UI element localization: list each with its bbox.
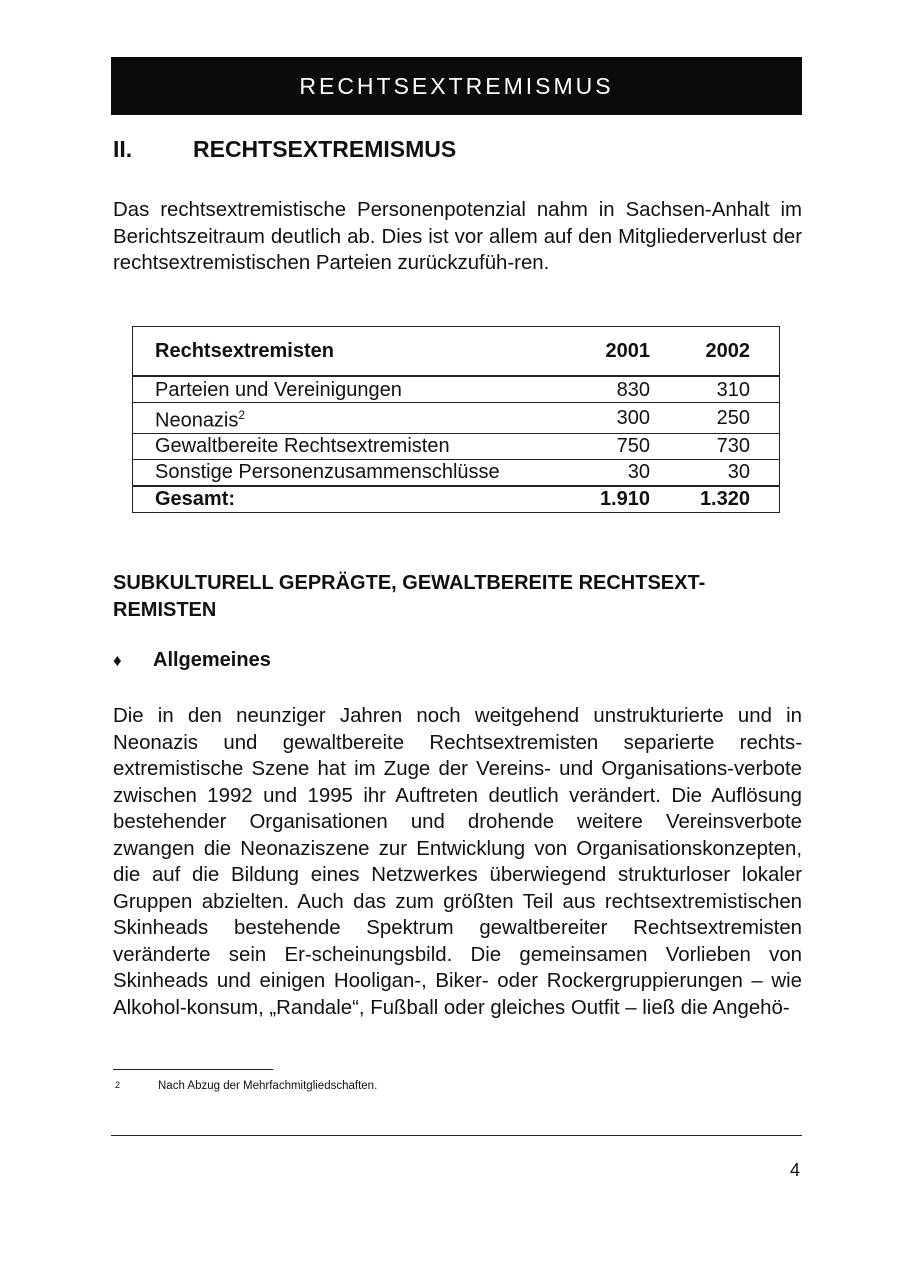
total-value-2002: 1.320 [678, 486, 780, 513]
footnote-mark: 2 [115, 1080, 121, 1090]
footnote-divider [113, 1069, 273, 1070]
subsection-heading: SUBKULTURELL GEPRÄGTE, GEWALTBEREITE RECHTSEXT-REMISTEN [113, 572, 706, 621]
table-header-row [132, 327, 780, 377]
bullet-heading [113, 649, 271, 672]
table-header-2002: 2002 [678, 327, 780, 377]
row-value-2001: 830 [578, 376, 678, 403]
total-label: Gesamt: [132, 486, 578, 513]
page-header-banner: RECHTSEXTREMISMUS [111, 57, 802, 115]
row-label: Sonstige Personenzusammenschlüsse [132, 459, 578, 486]
row-value-2001: 300 [578, 403, 678, 434]
table-row [132, 433, 780, 459]
section-number: II. [113, 136, 133, 162]
diamond-bullet-icon: ♦ [113, 651, 122, 670]
table-row [132, 403, 780, 434]
row-value-2002: 310 [678, 376, 780, 403]
row-label: Parteien und Vereinigungen [132, 376, 578, 403]
row-value-2002: 250 [678, 403, 780, 434]
table-row [132, 376, 780, 403]
intro-paragraph: Das rechtsextremistische Personenpotenzial nahm in Sachsen-Anhalt im Berichtszeitraum deutlich ab. Dies ist vor allem auf den Mitgliederverlust der rechtsextremistischen Parteien zurückzufüh-ren. [113, 199, 802, 275]
section-title: RECHTSEXTREMISMUS [193, 136, 457, 162]
table-total-row [132, 486, 780, 513]
total-value-2001: 1.910 [578, 486, 678, 513]
table-row [132, 459, 780, 486]
body-paragraph: Die in den neunziger Jahren noch weitgehend unstrukturierte und in Neonazis und gewaltbereite Rechtsextremisten separierte rechts-extremistische Szene hat im Zuge der Vereins- und Organisations-verbote zwischen 1992 und 1995 ihr Auftreten deutlich verändert. Die Auflösung bestehender Organisationen und drohende weitere Vereinsverbote zwangen die Neonaziszene zur Entwicklung von Organisationskonzepten, die auf die Bildung eines Netzwerkes überwiegend strukturloser lokaler Gruppen abzielten. Auch das zum größten Teil aus rechtsextremistischen Skinheads bestehende Spektrum gewaltbereiter Rechtsextremisten veränderte sein Er-scheinungsbild. Die gemeinsamen Vorlieben von Skinheads und einigen Hooligan-, Biker- oder Rockergruppierungen – wie Alkohol-konsum, „Randale“, Fußball oder gleiches Outfit – ließ die Angehö- [113, 705, 802, 1019]
row-label [132, 403, 578, 434]
row-value-2001: 30 [578, 459, 678, 486]
table-header-2001: 2001 [578, 327, 678, 377]
page-footer-divider [111, 1135, 802, 1136]
row-value-2002: 730 [678, 433, 780, 459]
footnote [115, 1080, 377, 1092]
table-header-label: Rechtsextremisten [132, 327, 578, 377]
statistics-table [132, 326, 780, 513]
page-number: 4 [789, 1160, 800, 1180]
row-value-2001: 750 [578, 433, 678, 459]
row-value-2002: 30 [678, 459, 780, 486]
row-label-text: Neonazis [155, 409, 239, 432]
section-heading [113, 136, 456, 163]
bullet-heading-text: Allgemeines [153, 649, 271, 671]
footnote-text: Nach Abzug der Mehrfachmitgliedschaften. [158, 1080, 378, 1092]
row-label: Gewaltbereite Rechtsextremisten [132, 433, 578, 459]
footnote-reference: 2 [238, 408, 246, 422]
